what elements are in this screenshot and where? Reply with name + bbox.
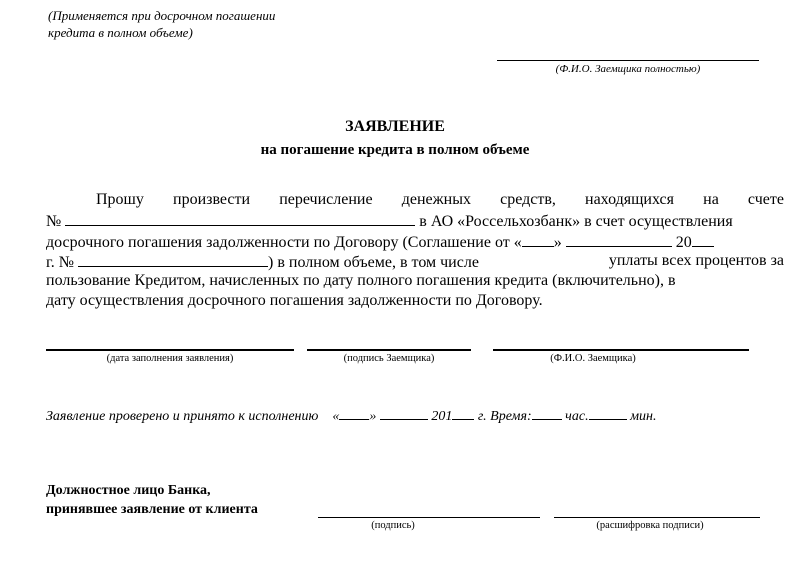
- borrower-name-field[interactable]: [497, 60, 759, 61]
- body-line-3: [46, 232, 784, 252]
- body-word: перечисление: [279, 191, 373, 208]
- body-line-1: [96, 191, 784, 209]
- acceptance-time-label: г. Время:: [477, 409, 532, 424]
- acceptance-hours-field[interactable]: [532, 405, 562, 420]
- acceptance-line: [46, 405, 656, 425]
- acceptance-year-prefix: 201: [431, 409, 453, 424]
- official-decoding-field[interactable]: [554, 517, 760, 518]
- borrower-signature-caption: (подпись Заемщика): [343, 353, 435, 364]
- acceptance-open-quote: «: [332, 409, 340, 424]
- document-title: ЗАЯВЛЕНИЕ: [345, 118, 445, 135]
- agreement-text: досрочного погашения задолженности по Договору (Соглашение от «: [46, 234, 522, 251]
- acceptance-text: Заявление проверено и принято к исполнению: [46, 409, 319, 424]
- body-line-6: дату осуществления досрочного погашения задолженности по Договору.: [46, 292, 543, 309]
- body-word: произвести: [173, 191, 251, 208]
- acceptance-hours-label: час.: [565, 409, 589, 424]
- body-word: средств,: [500, 191, 556, 208]
- acceptance-minutes-field[interactable]: [589, 405, 627, 420]
- document-subtitle: на погашение кредита в полном объеме: [260, 142, 530, 158]
- bank-official-label-2: принявшее заявление от клиента: [46, 502, 258, 517]
- bank-official-label-1: Должностное лицо Банка,: [46, 483, 211, 498]
- body-text: ) в полном объеме, в том числе: [268, 254, 479, 271]
- application-date-caption: (дата заполнения заявления): [106, 353, 234, 364]
- account-number-field[interactable]: [65, 211, 415, 226]
- body-line-2: [46, 211, 784, 231]
- account-number-label: №: [46, 213, 62, 230]
- agreement-number-field[interactable]: [78, 252, 268, 267]
- official-decoding-caption: (расшифровка подписи): [596, 520, 704, 531]
- agreement-month-field[interactable]: [566, 232, 672, 247]
- body-line-4: [46, 252, 784, 272]
- agreement-quote: »: [553, 234, 562, 251]
- usage-note-line-2: кредита в полном объеме): [48, 25, 193, 40]
- acceptance-close-quote: »: [369, 409, 377, 424]
- borrower-signature-field[interactable]: [307, 349, 471, 351]
- agreement-day-field[interactable]: [522, 232, 554, 247]
- agreement-year-prefix: 20: [675, 234, 692, 251]
- body-word: денежных: [401, 191, 471, 208]
- borrower-name-caption: (Ф.И.О. Заемщика полностью): [555, 63, 701, 75]
- bank-name-text: в АО «Россельхозбанк» в счет осуществления: [419, 213, 733, 230]
- usage-note: [48, 7, 275, 41]
- body-word: находящихся: [585, 191, 674, 208]
- official-signature-caption: (подпись): [371, 520, 415, 531]
- application-date-field[interactable]: [46, 349, 294, 351]
- acceptance-year-field[interactable]: [452, 405, 474, 420]
- body-line-5: пользование Кредитом, начисленных по дату полного погашения кредита (включительно), в: [46, 272, 676, 289]
- acceptance-day-field[interactable]: [339, 405, 369, 420]
- body-word: Прошу: [96, 191, 144, 208]
- body-word: на: [703, 191, 719, 208]
- usage-note-line-1: (Применяется при досрочном погашении: [48, 8, 276, 23]
- acceptance-month-field[interactable]: [380, 405, 428, 420]
- acceptance-minutes-label: мин.: [630, 409, 657, 424]
- borrower-fio-field[interactable]: [493, 349, 749, 351]
- borrower-fio-caption: (Ф.И.О. Заемщика): [550, 353, 636, 364]
- agreement-number-label: г. №: [46, 254, 75, 271]
- agreement-year-field[interactable]: [692, 232, 714, 247]
- body-text: уплаты всех процентов за: [608, 252, 784, 269]
- body-word: счете: [747, 191, 784, 208]
- official-signature-field[interactable]: [318, 517, 540, 518]
